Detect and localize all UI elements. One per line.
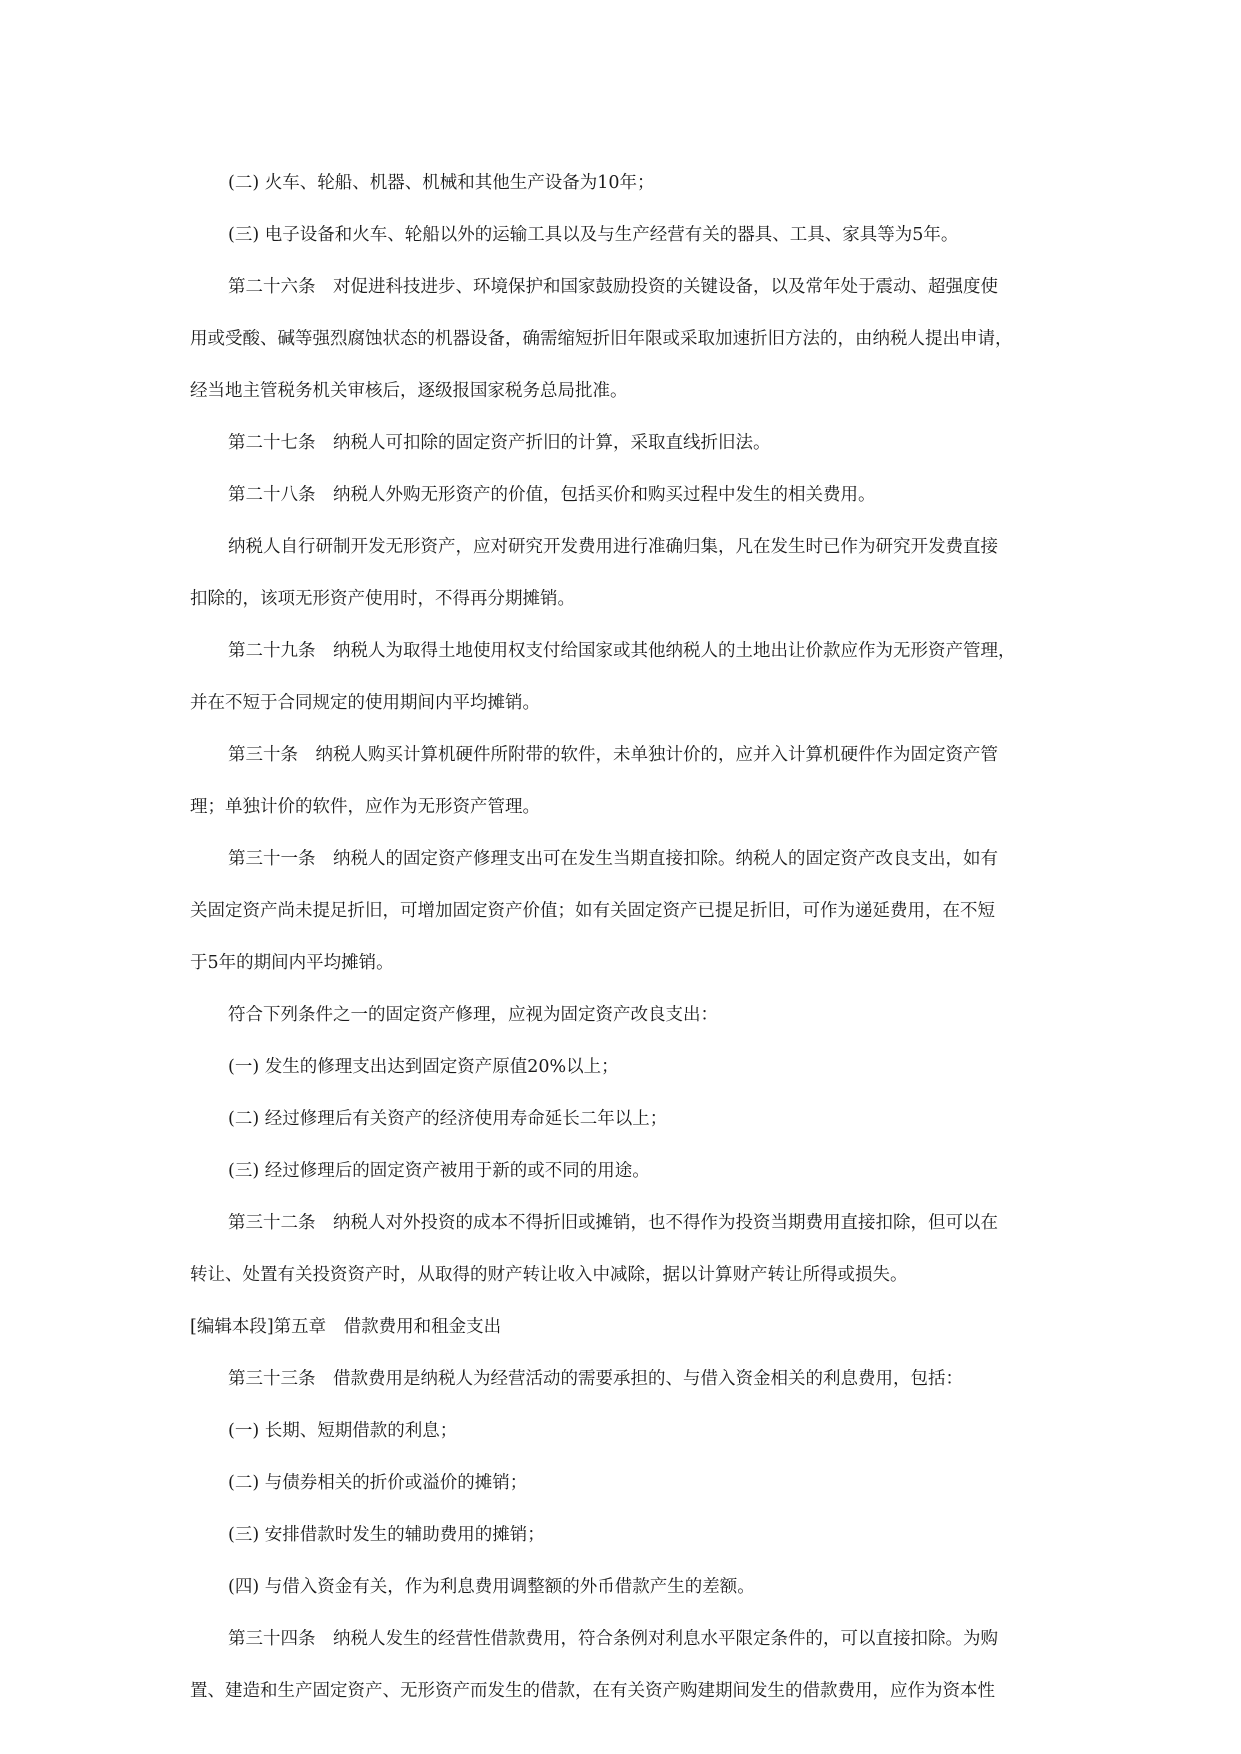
paragraph	[190, 417, 1060, 469]
paragraph	[190, 1457, 1060, 1509]
text-line: 第三十二条 纳税人对外投资的成本不得折旧或摊销，也不得作为投资当期费用直接扣除，但可以在	[228, 1213, 998, 1233]
text-line: (二) 火车、轮船、机器、机械和其他生产设备为10年；	[228, 173, 655, 193]
text-line: 关固定资产尚未提足折旧，可增加固定资产价值；如有关固定资产已提足折旧，可作为递延费用，在不短	[190, 901, 995, 921]
paragraph	[190, 1093, 1060, 1145]
text-line: (二) 与债券相关的折价或溢价的摊销；	[228, 1473, 528, 1493]
paragraph	[190, 157, 1060, 209]
text-line: 并在不短于合同规定的使用期间内平均摊销。	[190, 693, 540, 713]
text-line: 理；单独计价的软件，应作为无形资产管理。	[190, 797, 540, 817]
text-line: 纳税人自行研制开发无形资产，应对研究开发费用进行准确归集，凡在发生时已作为研究开发费直接	[228, 537, 998, 557]
paragraph	[190, 833, 1060, 989]
paragraph	[190, 1197, 1060, 1301]
text-line: 第二十九条 纳税人为取得土地使用权支付给国家或其他纳税人的土地出让价款应作为无形资产管理，	[228, 641, 1016, 661]
text-line: (二) 经过修理后有关资产的经济使用寿命延长二年以上；	[228, 1109, 668, 1129]
text-line: (三) 电子设备和火车、轮船以外的运输工具以及与生产经营有关的器具、工具、家具等为5年。	[228, 225, 959, 245]
paragraph	[190, 729, 1060, 833]
text-line: 符合下列条件之一的固定资产修理，应视为固定资产改良支出：	[228, 1005, 718, 1025]
text-line: 扣除的，该项无形资产使用时，不得再分期摊销。	[190, 589, 575, 609]
text-line: 转让、处置有关投资资产时，从取得的财产转让收入中减除，据以计算财产转让所得或损失。	[190, 1265, 908, 1285]
paragraph	[190, 1509, 1060, 1561]
paragraph	[190, 989, 1060, 1041]
text-line: 置、建造和生产固定资产、无形资产而发生的借款，在有关资产购建期间发生的借款费用，应作为资本性	[190, 1681, 995, 1701]
paragraph	[190, 625, 1060, 729]
paragraph	[190, 1041, 1060, 1093]
text-line: 第三十一条 纳税人的固定资产修理支出可在发生当期直接扣除。纳税人的固定资产改良支出，如有	[228, 849, 998, 869]
text-line: 第三十条 纳税人购买计算机硬件所附带的软件，未单独计价的，应并入计算机硬件作为固定资产管	[228, 745, 998, 765]
paragraph	[190, 261, 1060, 417]
paragraph	[190, 1353, 1060, 1405]
paragraph	[190, 469, 1060, 521]
text-line: 第二十八条 纳税人外购无形资产的价值，包括买价和购买过程中发生的相关费用。	[228, 485, 876, 505]
text-line: (四) 与借入资金有关，作为利息费用调整额的外币借款产生的差额。	[228, 1577, 755, 1597]
text-line: 经当地主管税务机关审核后，逐级报国家税务总局批准。	[190, 381, 628, 401]
paragraph	[190, 1561, 1060, 1613]
paragraph	[190, 521, 1060, 625]
text-line: 于5年的期间内平均摊销。	[190, 953, 394, 973]
document-body	[190, 157, 1060, 1717]
text-line: 用或受酸、碱等强烈腐蚀状态的机器设备，确需缩短折旧年限或采取加速折旧方法的，由纳税人提出申请，	[190, 329, 1013, 349]
text-line: (三) 安排借款时发生的辅助费用的摊销；	[228, 1525, 545, 1545]
text-line: 第二十七条 纳税人可扣除的固定资产折旧的计算，采取直线折旧法。	[228, 433, 771, 453]
text-line: (一) 长期、短期借款的利息；	[228, 1421, 458, 1441]
text-line: 第三十三条 借款费用是纳税人为经营活动的需要承担的、与借入资金相关的利息费用，包括：	[228, 1369, 963, 1389]
text-line: (一) 发生的修理支出达到固定资产原值20%以上；	[228, 1057, 619, 1077]
paragraph	[190, 1405, 1060, 1457]
section-heading	[190, 1301, 1060, 1353]
text-line: (三) 经过修理后的固定资产被用于新的或不同的用途。	[228, 1161, 650, 1181]
text-line: [编辑本段]第五章 借款费用和租金支出	[190, 1317, 502, 1337]
text-line: 第二十六条 对促进科技进步、环境保护和国家鼓励投资的关键设备，以及常年处于震动、超强度使	[228, 277, 998, 297]
paragraph	[190, 209, 1060, 261]
paragraph	[190, 1145, 1060, 1197]
paragraph	[190, 1613, 1060, 1717]
text-line: 第三十四条 纳税人发生的经营性借款费用，符合条例对利息水平限定条件的，可以直接扣除。为购	[228, 1629, 998, 1649]
